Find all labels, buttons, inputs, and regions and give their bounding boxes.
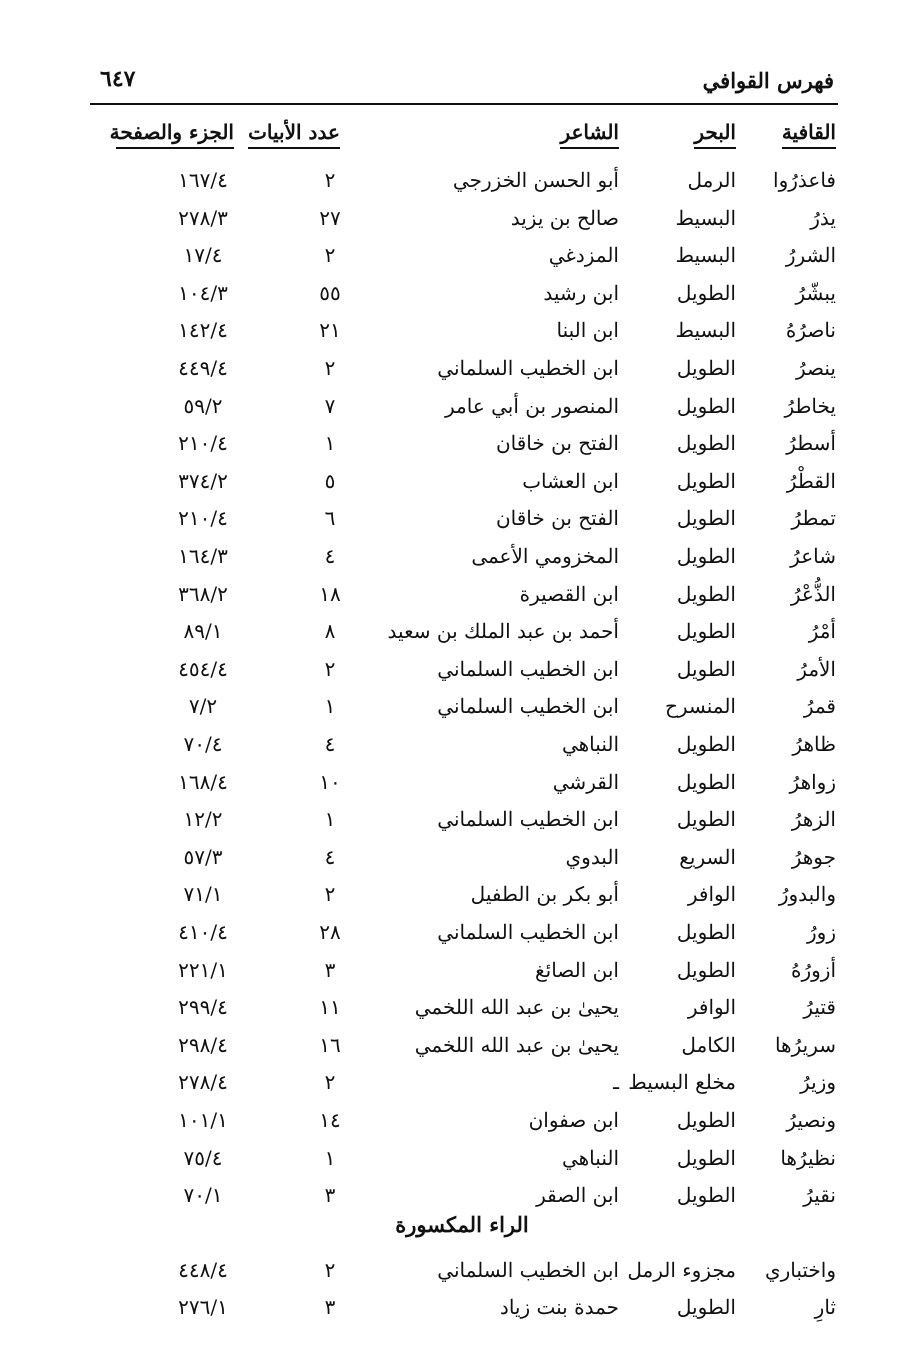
meter-cell: الطويل: [676, 957, 736, 982]
table-row: [0, 1070, 924, 1108]
meter-cell: الطويل: [676, 1145, 736, 1170]
poet-cell: ـ: [613, 1070, 619, 1095]
rhyme-cell: يبشّرُ: [795, 280, 836, 305]
poet-cell: المنصور بن أبي عامر: [444, 393, 619, 418]
table-row: [0, 394, 924, 432]
table-row: [0, 657, 924, 695]
meter-cell: المنسرح: [664, 694, 736, 719]
table-row: [0, 318, 924, 356]
meter-cell: الطويل: [676, 1108, 736, 1132]
table-row: [0, 582, 924, 620]
meter-cell: الكامل: [681, 1032, 736, 1057]
volume-page-cell: ٤٥٤/٤: [178, 656, 228, 681]
rhyme-cell: أمْرُ: [808, 619, 836, 644]
rhyme-cell: ينصرُ: [796, 356, 836, 380]
table-row: [0, 544, 924, 582]
volume-page-cell: ٢٩٩/٤: [178, 995, 228, 1020]
table-row: [0, 694, 924, 732]
volume-page-cell: ٧٥/٤: [183, 1145, 223, 1170]
volume-page-cell: ٧٠/١: [183, 1183, 223, 1208]
poet-cell: يحيىٰ بن عبد الله اللخمي: [414, 995, 619, 1020]
meter-cell: البسيط: [675, 243, 736, 268]
header-rule: [90, 103, 838, 105]
poet-cell: صالح بن يزيد: [510, 205, 619, 230]
rhyme-cell: ظاهرُ: [792, 732, 836, 756]
table-row: [0, 732, 924, 770]
volume-page-cell: ١٦٧/٤: [178, 168, 228, 192]
meter-cell: الطويل: [676, 581, 736, 606]
volume-page-cell: ١٦٤/٣: [178, 544, 228, 568]
meter-cell: الوافر: [687, 995, 736, 1020]
volume-page-cell: ٧/٢: [188, 694, 218, 719]
verse-count-cell: ٥: [324, 468, 336, 493]
table-row: [0, 770, 924, 808]
verse-count-cell: ١٠: [319, 769, 341, 794]
poet-cell: المزدغي: [548, 243, 619, 268]
table-row: [0, 920, 924, 958]
volume-page-cell: ٨٩/١: [183, 619, 223, 644]
poet-cell: ابن الصائغ: [534, 957, 619, 982]
verse-count-cell: ١: [324, 431, 336, 456]
rhyme-cell: جوهرُ: [791, 844, 836, 869]
meter-cell: الطويل: [676, 431, 736, 456]
table-row: [0, 807, 924, 845]
volume-page-cell: ١٠٤/٣: [178, 280, 228, 305]
poet-cell: أحمد بن عبد الملك بن سعيد: [387, 619, 619, 644]
rhyme-cell: زواهرُ: [789, 769, 836, 794]
table-row: [0, 958, 924, 996]
table-row: [0, 469, 924, 507]
verse-count-cell: ٢: [324, 1070, 336, 1095]
poet-cell: البدوي: [565, 844, 619, 869]
rhyme-cell: الأمرُ: [797, 656, 836, 681]
table-row: [0, 1108, 924, 1146]
volume-page-cell: ١٢/٢: [183, 807, 223, 832]
rhyme-cell: يخاطرُ: [784, 393, 836, 418]
rhyme-cell: نقيرُ: [803, 1183, 836, 1208]
meter-cell: الطويل: [676, 506, 736, 531]
section-title: الراء المكسورة: [395, 1212, 529, 1237]
verse-count-cell: ٢: [324, 243, 336, 268]
rhyme-cell: أسطرُ: [786, 431, 836, 456]
table-row: [0, 1146, 924, 1184]
poet-cell: ابن الصقر: [536, 1183, 619, 1208]
poet-cell: ابن الخطيب السلماني: [437, 694, 619, 719]
rhyme-cell: وزيرُ: [800, 1070, 836, 1095]
page-number: ٦٤٧: [100, 66, 136, 92]
volume-page-cell: ١٦٨/٤: [178, 769, 228, 794]
verse-count-cell: ١: [324, 807, 336, 832]
poet-cell: ابن رشيد: [543, 280, 619, 305]
table-row: [0, 995, 924, 1033]
column-header-meter: البحر: [694, 120, 736, 149]
rhyme-cell: الزهرُ: [791, 807, 836, 832]
meter-cell: مخلع البسيط: [628, 1070, 736, 1095]
table-row: [0, 168, 924, 206]
table-row: [0, 243, 924, 281]
verse-count-cell: ٣: [324, 1183, 336, 1208]
volume-page-cell: ٤١٠/٤: [178, 920, 228, 944]
volume-page-cell: ١٠١/١: [178, 1108, 228, 1132]
poet-cell: ابن صفوان: [528, 1108, 619, 1132]
rhyme-cell: يذرُ: [810, 205, 836, 230]
verse-count-cell: ٦: [324, 506, 336, 531]
poet-cell: الفتح بن خاقان: [495, 431, 619, 456]
poet-cell: يحيىٰ بن عبد الله اللخمي: [414, 1032, 619, 1057]
meter-cell: الطويل: [676, 619, 736, 644]
volume-page-cell: ٢٩٨/٤: [178, 1032, 228, 1057]
volume-page-cell: ٢٢١/١: [178, 957, 228, 982]
page-title: فهرس القوافي: [702, 68, 834, 93]
poet-cell: ابن القصيرة: [519, 581, 619, 606]
rhyme-cell: سريرُها: [774, 1032, 836, 1057]
rhyme-cell: قتيرُ: [803, 995, 836, 1020]
meter-cell: الوافر: [687, 882, 736, 907]
volume-page-cell: ٥٩/٢: [183, 393, 223, 418]
poet-cell: ابن الخطيب السلماني: [437, 656, 619, 681]
verse-count-cell: ١: [324, 1145, 336, 1170]
meter-cell: الطويل: [676, 356, 736, 380]
meter-cell: مجزوء الرمل: [627, 1258, 736, 1282]
meter-cell: الطويل: [676, 769, 736, 794]
verse-count-cell: ٢: [324, 656, 336, 681]
meter-cell: البسيط: [675, 318, 736, 343]
poet-cell: ابن الخطيب السلماني: [437, 356, 619, 380]
poet-cell: القرشي: [552, 769, 619, 794]
volume-page-cell: ٢٧٨/٣: [178, 205, 228, 230]
verse-count-cell: ٢٨: [319, 920, 341, 944]
table-row: [0, 206, 924, 244]
volume-page-cell: ٢١٠/٤: [178, 506, 228, 531]
volume-page-cell: ١٤٢/٤: [178, 318, 228, 343]
rhyme-cell: زورُ: [807, 920, 836, 944]
meter-cell: السريع: [679, 844, 736, 869]
table-row: [0, 845, 924, 883]
verse-count-cell: ٢: [324, 356, 336, 380]
meter-cell: الطويل: [676, 468, 736, 493]
poet-cell: ابن الخطيب السلماني: [437, 807, 619, 832]
table-row: [0, 356, 924, 394]
poet-cell: ابن الخطيب السلماني: [437, 920, 619, 944]
table-row: [0, 281, 924, 319]
verse-count-cell: ٧: [324, 393, 336, 418]
verse-count-cell: ٨: [324, 619, 336, 644]
verse-count-cell: ٥٥: [319, 280, 341, 305]
poet-cell: أبو الحسن الخزرجي: [452, 168, 619, 192]
verse-count-cell: ١١: [319, 995, 341, 1020]
poet-cell: الفتح بن خاقان: [495, 506, 619, 531]
meter-cell: الطويل: [676, 393, 736, 418]
table-row: [0, 431, 924, 469]
verse-count-cell: ٤: [324, 844, 336, 869]
poet-cell: أبو بكر بن الطفيل: [470, 882, 619, 907]
column-header-reference: الجزء والصفحة: [116, 120, 234, 149]
meter-cell: الطويل: [676, 920, 736, 944]
volume-page-cell: ١٧/٤: [183, 243, 223, 268]
verse-count-cell: ١٨: [319, 581, 341, 606]
volume-page-cell: ٤٤٩/٤: [178, 356, 228, 380]
volume-page-cell: ٢٧٨/٤: [178, 1070, 228, 1095]
verse-count-cell: ١٤: [319, 1108, 341, 1132]
verse-count-cell: ٤: [324, 732, 336, 756]
meter-cell: البسيط: [675, 205, 736, 230]
meter-cell: الطويل: [676, 544, 736, 568]
rhyme-cell: فاعذرُوا: [773, 168, 836, 192]
table-row: [0, 1258, 924, 1296]
verse-count-cell: ٤: [324, 544, 336, 568]
rhyme-cell: واختباري: [764, 1258, 836, 1282]
meter-cell: الرمل: [687, 168, 736, 192]
column-header-rhyme: القافية: [782, 120, 836, 149]
meter-cell: الطويل: [676, 1183, 736, 1208]
table-row: [0, 1295, 924, 1333]
table-row: [0, 1033, 924, 1071]
volume-page-cell: ٣٧٤/٢: [178, 468, 228, 493]
table-row: [0, 506, 924, 544]
rhyme-cell: ناصرُهُ: [785, 318, 836, 343]
poet-cell: ابن العشاب: [522, 468, 619, 493]
verse-count-cell: ٣: [324, 957, 336, 982]
verse-count-cell: ٢١: [319, 318, 341, 343]
rhyme-cell: شاعرُ: [790, 544, 836, 568]
volume-page-cell: ٢٧٦/١: [178, 1295, 228, 1319]
verse-count-cell: ٢: [324, 1258, 336, 1282]
rhyme-cell: ثارِ: [814, 1295, 836, 1319]
table-row: [0, 619, 924, 657]
verse-count-cell: ١: [324, 694, 336, 719]
rhyme-cell: القطْرُ: [786, 468, 836, 493]
verse-count-cell: ٣: [324, 1295, 336, 1319]
volume-page-cell: ٥٧/٣: [183, 844, 223, 869]
meter-cell: الطويل: [676, 807, 736, 832]
verse-count-cell: ٢٧: [319, 205, 341, 230]
rhyme-cell: الشررُ: [785, 243, 836, 268]
column-header-poet: الشاعر: [560, 120, 619, 149]
meter-cell: الطويل: [676, 280, 736, 305]
column-header-count: عدد الأبيات: [248, 120, 340, 149]
poet-cell: ابن البنا: [556, 318, 619, 343]
rhyme-cell: نظيرُها: [780, 1145, 836, 1170]
poet-cell: ابن الخطيب السلماني: [437, 1258, 619, 1282]
rhyme-cell: الذُّعْرُ: [790, 581, 836, 606]
meter-cell: الطويل: [676, 1295, 736, 1319]
table-row: [0, 882, 924, 920]
poet-cell: المخزومي الأعمى: [471, 544, 619, 568]
rhyme-cell: والبدورُ: [778, 882, 836, 907]
volume-page-cell: ٤٤٨/٤: [178, 1258, 228, 1282]
poet-cell: النباهي: [561, 732, 619, 756]
rhyme-cell: تمطرُ: [791, 506, 836, 531]
rhyme-cell: ونصيرُ: [786, 1108, 836, 1132]
volume-page-cell: ٧٠/٤: [183, 732, 223, 756]
verse-count-cell: ١٦: [319, 1032, 341, 1057]
volume-page-cell: ٢١٠/٤: [178, 431, 228, 456]
poet-cell: النباهي: [561, 1145, 619, 1170]
verse-count-cell: ٢: [324, 882, 336, 907]
poet-cell: حمدة بنت زياد: [499, 1295, 619, 1319]
meter-cell: الطويل: [676, 656, 736, 681]
volume-page-cell: ٧١/١: [183, 882, 223, 907]
volume-page-cell: ٣٦٨/٢: [178, 581, 228, 606]
meter-cell: الطويل: [676, 732, 736, 756]
rhyme-cell: قمرُ: [803, 694, 836, 719]
rhyme-cell: أزورُهُ: [790, 957, 836, 982]
verse-count-cell: ٢: [324, 168, 336, 192]
